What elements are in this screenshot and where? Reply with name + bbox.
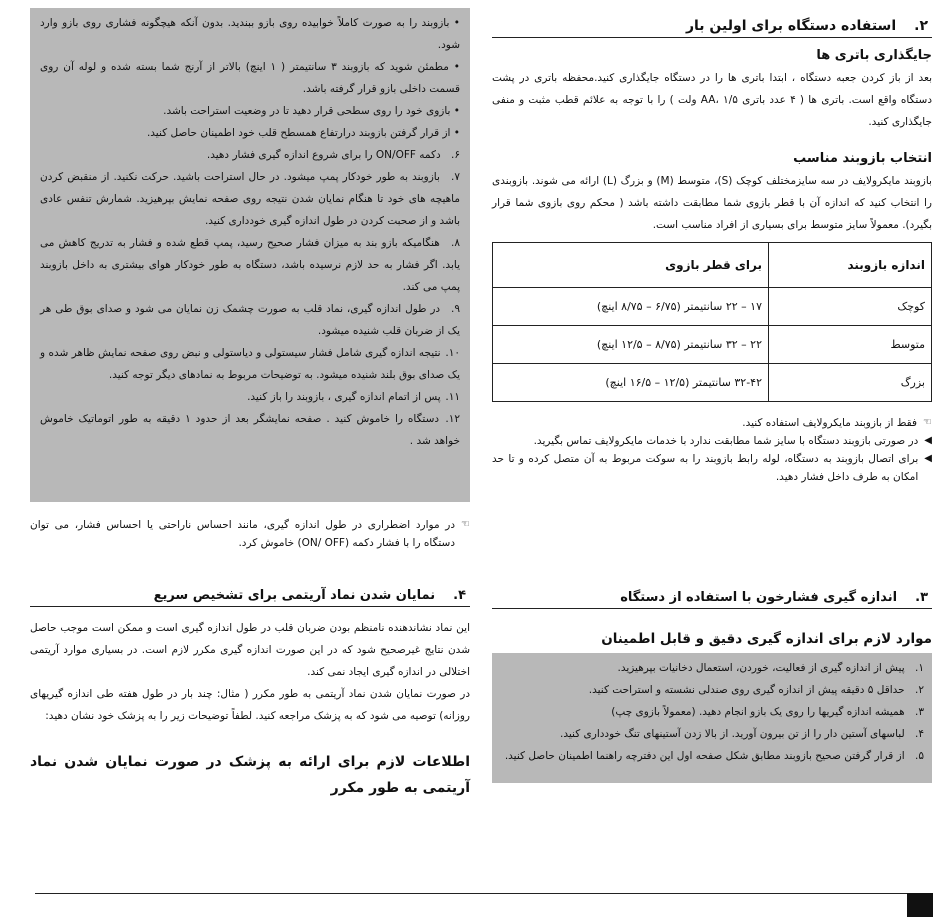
section-4-heading <box>30 588 470 607</box>
step-text: پیش از اندازه گیری از فعالیت، خوردن، استعمال دخانیات بپرهیزید. <box>617 662 905 674</box>
cuff-heading: انتخاب بازوبند مناسب <box>793 151 932 166</box>
table-cell-size: متوسط <box>769 326 932 364</box>
measurement-requirements-box <box>492 653 932 783</box>
section-3-heading <box>492 590 932 609</box>
pointing-hand-icon: ☜ <box>923 417 932 428</box>
triangle-bullet-icon: ◀ <box>924 435 932 446</box>
table-cell-range: ۳۲-۴۲ سانتیمتر (۱۲/۵ – ۱۶/۵ اینچ) <box>493 364 769 402</box>
step-number: ۷. <box>451 171 460 183</box>
bullet-text: از قرار گرفتن بازوبند درارتفاع همسطح قلب خود اطمینان حاصل کنید. <box>146 127 451 139</box>
section-3-number: ۳. <box>915 590 928 605</box>
step-text: در طول اندازه گیری، نماد قلب به صورت چشمک زن نمایان می شود و صدای بوق طی هر یک از ضربان قلب شنیده میشود. <box>40 303 460 337</box>
list-item <box>40 232 460 298</box>
list-item: • بازوی خود را روی سطحی قرار دهید تا در وضعیت استراحت باشد. <box>163 105 460 117</box>
list-item <box>500 657 924 679</box>
table-cell-range: ۱۷ – ۲۲ سانتیمتر (۶/۷۵ – ۸/۷۵ اینچ) <box>493 288 769 326</box>
note-text: در موارد اضطراری در طول اندازه گیری، مانند احساس ناراحتی یا احساس فشار، می توان دستگاه را با فشار دکمه (ON/ OFF) خاموش کرد. <box>30 519 456 549</box>
left-column <box>30 8 470 801</box>
bullet-text: مطمئن شوید که بازوبند ۳ سانتیمتر ( ۱ اینچ) بالاتر از آرنج شما بسته شده و لوله آن روی قسمت داخلی بازو قرار گرفته باشد. <box>40 61 460 95</box>
step-number: ۱۱. <box>445 391 460 403</box>
list-item <box>40 342 460 386</box>
bullet-text: بازوی خود را روی سطحی قرار دهید تا در وضعیت استراحت باشد. <box>163 105 451 117</box>
emergency-note <box>30 516 470 552</box>
step-number: ۶. <box>451 149 460 161</box>
note-text: در صورتی بازوبند دستگاه با سایز شما مطابقت ندارد با خدمات مایکرولایف تماس بگیرید. <box>533 435 919 447</box>
list-item <box>492 432 932 450</box>
step-text: دستگاه را خاموش کنید . صفحه نمایشگر بعد از حدود ۱ دقیقه به طور اتوماتیک خاموش خواهد شد . <box>40 413 460 447</box>
list-item <box>492 414 932 432</box>
step-number: ۲. <box>915 684 924 696</box>
table-header-range: برای قطر بازوی <box>493 243 769 288</box>
cuff-text: بازوبند مایکرولایف در سه سایزمختلف کوچک (S)، متوسط (M) و بزرگ (L) ارائه می شوند. بازوبندی را انتخاب کنید که اندازه آن با قطر بازوی شما مطابقت داشته باشد ( محکم روی بازوی شما قرار بگیرد). معمولاً سایز متوسط برای بسیاری از افراد مناسب است. <box>492 175 932 231</box>
step-text: نتیجه اندازه گیری شامل فشار سیستولی و دیاستولی و نبض روی صفحه نمایش ظاهر شده و یک صدای بوق بلند شنیده میشود. به توضیحات مربوط به نمادهای دیگر توجه کنید. <box>40 347 460 381</box>
battery-text: بعد از باز کردن جعبه دستگاه ، ابتدا باتری ها را در دستگاه جایگذاری کنید.محفظه باتری در پشت دستگاه واقع است. باتری ها ( ۴ عدد باتری AA، ۱/۵ ولت ) را با توجه به علائم قطب مثبت و منفی جایگذاری کنید. <box>492 72 933 128</box>
list-item <box>500 679 924 701</box>
step-number: ۱۲. <box>445 413 460 425</box>
list-item <box>40 144 460 166</box>
triangle-bullet-icon: ◀ <box>924 453 932 464</box>
cuff-placement-bullets <box>40 12 460 144</box>
section-2-title: استفاده دستگاه برای اولین بار <box>685 18 897 34</box>
right-column <box>492 18 932 783</box>
step-text: هنگامیکه بازو بند به میزان فشار صحیح رسید، پمپ قطع شده و فشار به تدریج کاهش می یابد. اگر فشار به حد لازم نرسیده باشد، دستگاه به طور خودکار هوای بیشتری به داخل بازوبند پمپ می کند. <box>40 237 460 293</box>
section-3-title: اندازه گیری فشارخون با استفاده از دستگاه <box>620 590 898 605</box>
step-number: ۴. <box>915 728 924 740</box>
battery-heading: جایگذاری باتری ها <box>816 48 932 63</box>
list-item <box>492 450 932 486</box>
section-2-number: ۲. <box>914 18 928 34</box>
table-row <box>493 288 932 326</box>
cuff-notes <box>492 414 932 486</box>
step-text: همیشه اندازه گیریها را روی یک بازو انجام دهید. (معمولاً بازوی چپ) <box>611 706 905 718</box>
section-2-heading <box>492 18 932 38</box>
table-header-size: اندازه بازوبند <box>769 243 932 288</box>
step-text: از قرار گرفتن صحیح بازوبند مطابق شکل صفحه اول این دفترچه راهنما اطمینان حاصل کنید. <box>504 750 905 762</box>
footer-divider <box>35 893 930 894</box>
list-item: • بازوبند را به صورت کاملاً خوابیده روی بازو ببندید. بدون آنکه هیچگونه فشاری روی بازو وارد شود. <box>40 17 461 51</box>
arrhythmia-paragraph-1: این نماد نشاندهنده نامنظم بودن ضربان قلب در طول اندازه گیری است و ممکن است موجب حاصل شدن نتایج غیرصحیح شود که در این صورت اندازه گیری مکرر لازم است. در بسیاری موارد آریتمی اختلالی در اندازه گیری ایجاد نمی کند. <box>30 622 470 678</box>
arrhythmia-paragraph-2: در صورت نمایان شدن نماد آریتمی به طور مکرر ( مثال: چند بار در طول هفته طی اندازه گیریهای روزانه) توصیه می شود که به پزشک مراجعه کنید. لطفاً توضیحات زیر را به پزشک خود نشان دهید: <box>30 688 470 722</box>
list-item <box>40 386 460 408</box>
measurement-steps-list <box>40 144 460 452</box>
table-row <box>493 326 932 364</box>
requirements-list <box>500 657 924 767</box>
note-text: فقط از بازوبند مایکرولایف استفاده کنید. <box>742 417 918 429</box>
step-number: ۱. <box>915 662 924 674</box>
note-text: برای اتصال بازوبند به دستگاه، لوله رابط بازوبند را به سوکت مربوط به آن متصل کرده و تا حد امکان به طرف داخل فشار دهید. <box>492 453 919 483</box>
list-item <box>40 408 460 452</box>
cuff-size-table <box>492 242 932 402</box>
step-number: ۸. <box>451 237 460 249</box>
step-text: حداقل ۵ دقیقه پیش از اندازه گیری روی صندلی نشسته و استراحت کنید. <box>588 684 905 696</box>
section-4-number: ۴. <box>453 588 466 603</box>
table-cell-size: کوچک <box>769 288 932 326</box>
list-item <box>500 745 924 767</box>
measurement-steps-box <box>30 8 470 502</box>
step-text: بازوبند به طور خودکار پمپ میشود. در حال استراحت باشید. حرکت نکنید. از منقبض کردن ماهیچه های خود تا هنگام نمایان شدن نتیجه روی صفحه نمایش بپرهیزید. شمارش تنفس عادی باشد و از صحبت کردن در طول اندازه گیری خودداری کنید. <box>40 171 460 227</box>
table-cell-range: ۲۲ – ۳۲ سانتیمتر (۸/۷۵ – ۱۲/۵ اینچ) <box>493 326 769 364</box>
step-text: دکمه ON/OFF را برای شروع اندازه گیری فشار دهید. <box>206 149 441 161</box>
list-item: • از قرار گرفتن بازوبند درارتفاع همسطح قلب خود اطمینان حاصل کنید. <box>146 127 460 139</box>
pointing-hand-icon: ☜ <box>461 519 470 530</box>
bullet-text: بازوبند را به صورت کاملاً خوابیده روی بازو ببندید. بدون آنکه هیچگونه فشاری روی بازو وارد شود. <box>40 17 460 51</box>
step-number: ۹. <box>451 303 460 315</box>
step-text: پس از اتمام اندازه گیری ، بازوبند را باز کنید. <box>247 391 441 403</box>
step-number: ۳. <box>915 706 924 718</box>
list-item <box>40 166 460 232</box>
doctor-info-heading: اطلاعات لازم برای ارائه به پزشک در صورت نمایان شدن نماد آریتمی به طور مکرر <box>30 754 470 796</box>
step-number: ۵. <box>915 750 924 762</box>
table-header-row <box>493 243 932 288</box>
list-item <box>500 701 924 723</box>
table-cell-size: بزرگ <box>769 364 932 402</box>
table-row <box>493 364 932 402</box>
list-item: • مطمئن شوید که بازوبند ۳ سانتیمتر ( ۱ اینچ) بالاتر از آرنج شما بسته شده و لوله آن روی قسمت داخلی بازو قرار گرفته باشد. <box>40 61 460 95</box>
section-4-title: نمایان شدن نماد آریتمی برای تشخیص سریع <box>153 588 436 603</box>
page-marker <box>907 893 933 917</box>
list-item <box>500 723 924 745</box>
step-number: ۱۰. <box>445 347 460 359</box>
accurate-measurement-heading: موارد لازم برای اندازه گیری دقیق و قابل اطمینان <box>601 631 932 647</box>
list-item <box>40 298 460 342</box>
step-text: لباسهای آستین دار را از تن بیرون آورید. از بالا زدن آستینهای تنگ خودداری کنید. <box>560 728 905 740</box>
